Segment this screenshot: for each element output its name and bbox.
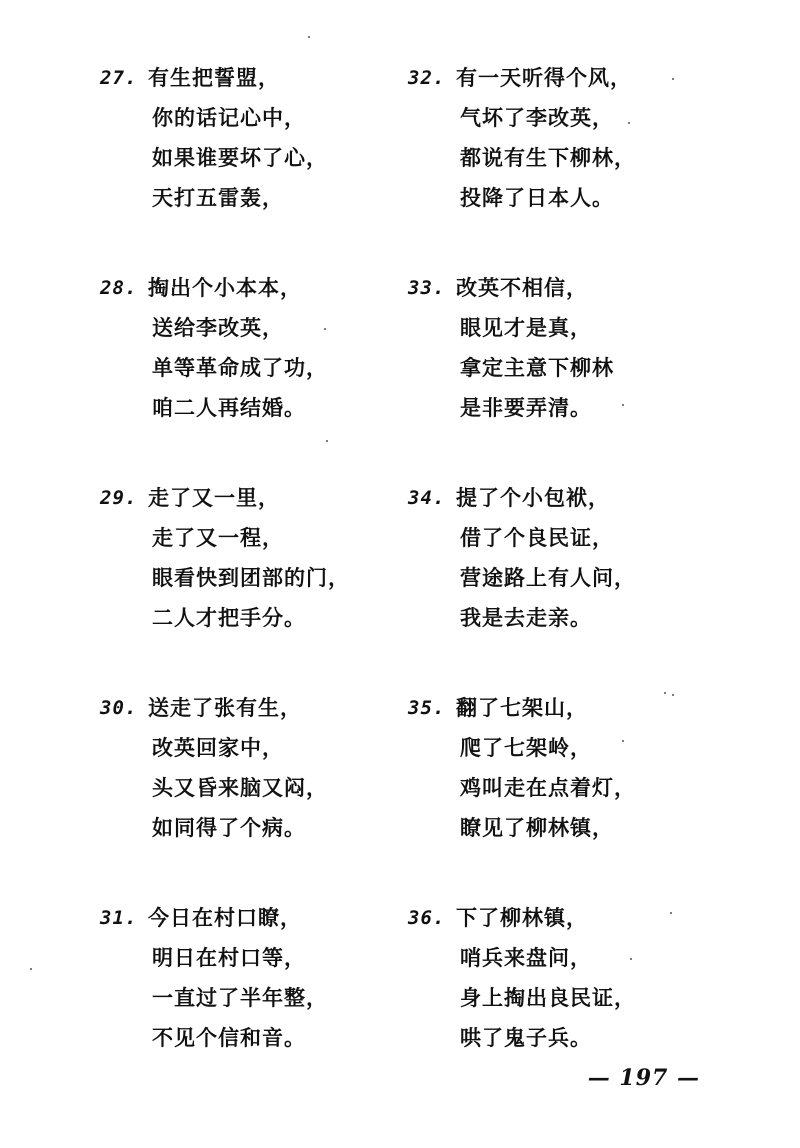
verse-line: 如果谁要坏了心， bbox=[152, 145, 328, 170]
verse-line: 走了又一里， bbox=[148, 485, 280, 510]
page-number: — 197 — bbox=[587, 1065, 700, 1091]
verse-line: 走了又一程， bbox=[152, 525, 284, 550]
left-column bbox=[100, 58, 410, 1108]
verse-line: 如同得了个病。 bbox=[152, 815, 306, 840]
verse-line: 有一天听得个风， bbox=[456, 65, 632, 90]
verse-line: 掏出个小本本， bbox=[148, 275, 302, 300]
scan-speck bbox=[308, 36, 310, 38]
scan-speck bbox=[670, 912, 672, 914]
verse-line: 瞭见了柳林镇， bbox=[460, 815, 614, 840]
verse-line: 明日在村口等， bbox=[152, 945, 306, 970]
stanza-number: 31. bbox=[100, 907, 138, 929]
scan-speck bbox=[30, 968, 32, 970]
scan-speck bbox=[622, 740, 624, 742]
stanza-32 bbox=[408, 58, 718, 268]
verse-line: 天打五雷轰， bbox=[152, 185, 284, 210]
verse-line: 咱二人再结婚。 bbox=[152, 395, 306, 420]
verse-line: 头又昏来脑又闷， bbox=[152, 775, 328, 800]
verse-line: 单等革命成了功， bbox=[152, 355, 328, 380]
verse-line: 投降了日本人。 bbox=[460, 185, 614, 210]
verse-line: 借了个良民证， bbox=[460, 525, 614, 550]
scan-speck bbox=[664, 692, 666, 694]
stanza-number: 34. bbox=[408, 487, 446, 509]
verse-line: 气坏了李改英， bbox=[460, 105, 614, 130]
verse-line: 营途路上有人问， bbox=[460, 565, 636, 590]
verse-line: 今日在村口瞭， bbox=[148, 905, 302, 930]
stanza-number: 33. bbox=[408, 277, 446, 299]
verse-line: 眼看快到团部的门， bbox=[152, 565, 350, 590]
verse-line: 翻了七架山， bbox=[456, 695, 588, 720]
scan-speck bbox=[622, 404, 624, 406]
verse-line: 你的话记心中， bbox=[152, 105, 306, 130]
verse-line: 送走了张有生， bbox=[148, 695, 302, 720]
verse-line: 一直过了半年整， bbox=[152, 985, 328, 1010]
scan-speck bbox=[326, 440, 328, 442]
verse-line: 都说有生下柳林， bbox=[460, 145, 636, 170]
scan-speck bbox=[672, 694, 674, 696]
stanza-number: 29. bbox=[100, 487, 138, 509]
stanza-33 bbox=[408, 268, 718, 478]
verse-line: 哄了鬼子兵。 bbox=[460, 1025, 592, 1050]
verse-line: 爬了七架岭， bbox=[460, 735, 592, 760]
right-column bbox=[408, 58, 718, 1108]
stanza-number: 30. bbox=[100, 697, 138, 719]
stanza-34 bbox=[408, 478, 718, 688]
verse-line: 我是去走亲。 bbox=[460, 605, 592, 630]
verse-line: 不见个信和音。 bbox=[152, 1025, 306, 1050]
stanza-number: 32. bbox=[408, 67, 446, 89]
stanza-35 bbox=[408, 688, 718, 898]
verse-line: 提了个小包袱， bbox=[456, 485, 610, 510]
scan-speck bbox=[324, 328, 326, 330]
stanza-29 bbox=[100, 478, 410, 688]
scan-speck bbox=[672, 78, 674, 80]
stanza-number: 28. bbox=[100, 277, 138, 299]
verse-line: 哨兵来盘问， bbox=[460, 945, 592, 970]
stanza-number: 36. bbox=[408, 907, 446, 929]
stanza-27 bbox=[100, 58, 410, 268]
verse-line: 鸡叫走在点着灯， bbox=[460, 775, 636, 800]
verse-line: 眼见才是真， bbox=[460, 315, 592, 340]
verse-line: 改英回家中， bbox=[152, 735, 284, 760]
stanza-30 bbox=[100, 688, 410, 898]
verse-line: 送给李改英， bbox=[152, 315, 284, 340]
stanza-number: 27. bbox=[100, 67, 138, 89]
verse-line: 身上掏出良民证， bbox=[460, 985, 636, 1010]
stanza-number: 35. bbox=[408, 697, 446, 719]
stanza-31 bbox=[100, 898, 410, 1108]
stanza-28 bbox=[100, 268, 410, 478]
verse-line: 改英不相信， bbox=[456, 275, 588, 300]
verse-line: 是非要弄清。 bbox=[460, 395, 592, 420]
verse-line: 拿定主意下柳林 bbox=[460, 355, 614, 380]
verse-line: 有生把誓盟， bbox=[148, 65, 280, 90]
verse-line: 二人才把手分。 bbox=[152, 605, 306, 630]
verse-line: 下了柳林镇， bbox=[456, 905, 588, 930]
scan-speck bbox=[628, 122, 630, 124]
scan-speck bbox=[630, 958, 632, 960]
